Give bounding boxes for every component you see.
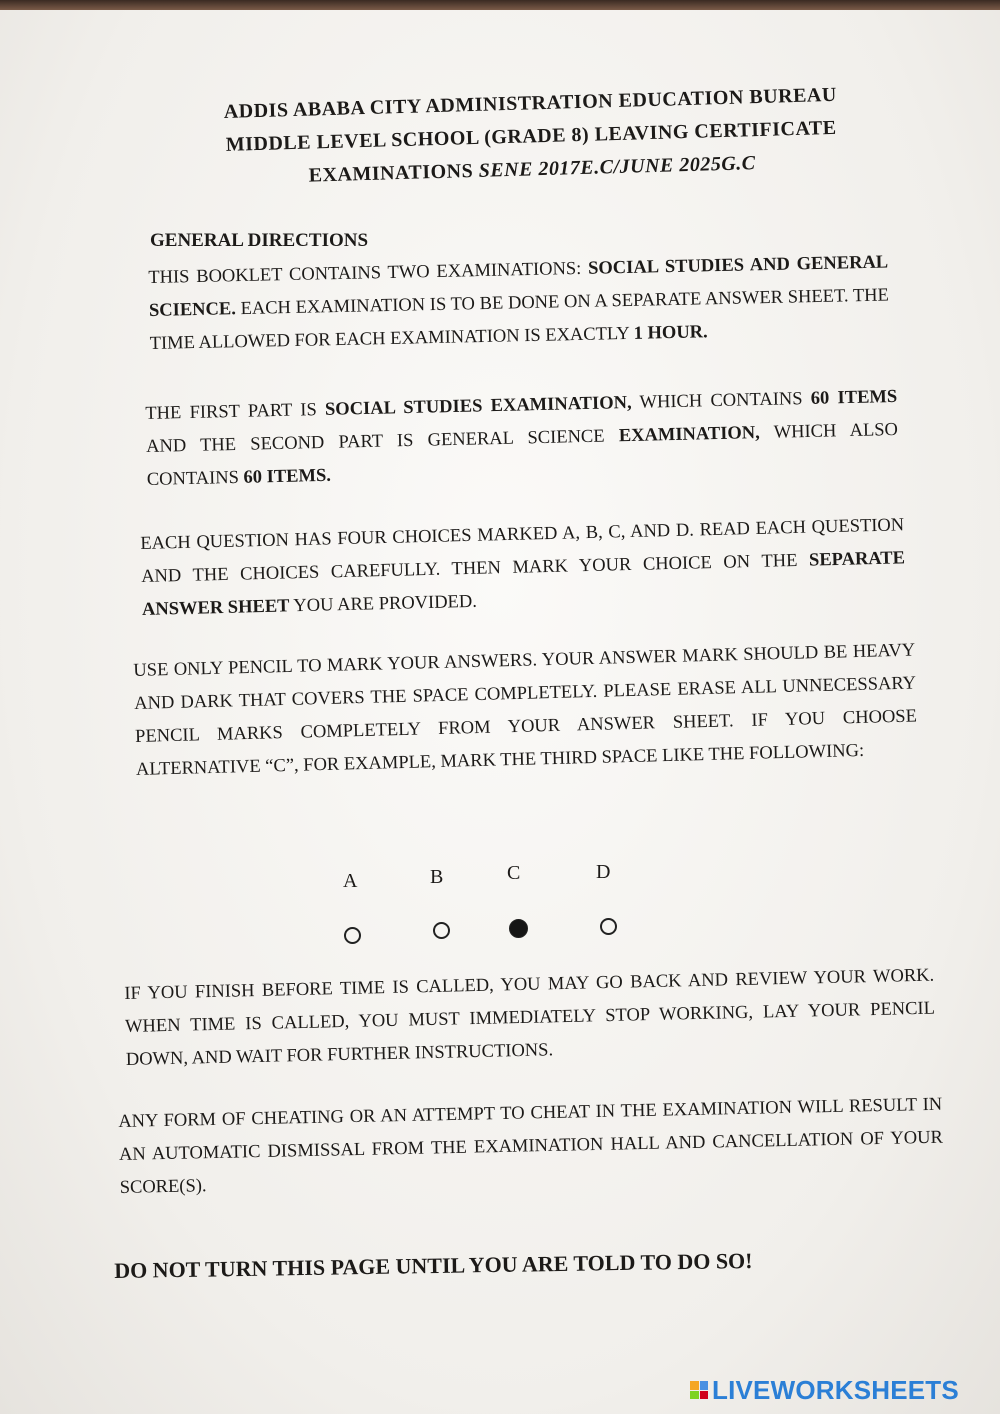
direction-paragraph-4: USE ONLY PENCIL TO MARK YOUR ANSWERS. YOUR ANSWER MARK SHOULD BE HEAVY AND DARK THAT COVERS THE SPACE COMPLETELY. PLEASE ERASE ALL UNNECESSARY PENCIL MARKS COMPLETELY FROM YOUR ANSWER SHEET. IF YOU CHOOSE ALTERNATIVE “C”, FOR EXAMPLE, MARK THE THIRD SPACE LIKE THE FOLLOWING: [133, 640, 918, 780]
general-directions-heading: GENERAL DIRECTIONS [150, 230, 369, 251]
page-top-edge [0, 0, 1000, 10]
liveworksheets-logo-icon [690, 1381, 708, 1399]
choice-label-c: C [507, 862, 521, 884]
bubble-c-filled [509, 919, 528, 938]
title-line-3: EXAMINATIONS SENE 2017E.C/JUNE 2025G.C [308, 152, 756, 187]
direction-paragraph-6: ANY FORM OF CHEATING OR AN ATTEMPT TO CHEAT IN THE EXAMINATION WILL RESULT IN AN AUTOMATIC DISMISSAL FROM THE EXAMINATION HALL AND CANCELLATION OF YOUR SCORE(S). [118, 1094, 944, 1198]
direction-paragraph-3: EACH QUESTION HAS FOUR CHOICES MARKED A, B, C, AND D. READ EACH QUESTION AND THE CHOICES CAREFULLY. THEN MARK YOUR CHOICE ON THE SEPARATE ANSWER SHEET YOU ARE PROVIDED. [140, 515, 906, 620]
direction-paragraph-1: THIS BOOKLET CONTAINS TWO EXAMINATIONS: SOCIAL STUDIES AND GENERAL SCIENCE. EACH EXAMINATION IS TO BE DONE ON A SEPARATE ANSWER SHEET. THE TIME ALLOWED FOR EACH EXAMINATION IS EXACTLY 1 HOUR. [148, 252, 890, 354]
direction-paragraph-2: THE FIRST PART IS SOCIAL STUDIES EXAMINATION, WHICH CONTAINS 60 ITEMS AND THE SECOND PART IS GENERAL SCIENCE EXAMINATION, WHICH ALSO CONTAINS 60 ITEMS. [145, 386, 899, 490]
choice-label-b: B [430, 866, 444, 888]
bubble-d [600, 918, 617, 935]
direction-paragraph-5: IF YOU FINISH BEFORE TIME IS CALLED, YOU MAY GO BACK AND REVIEW YOUR WORK. WHEN TIME IS CALLED, YOU MUST IMMEDIATELY STOP WORKING, LAY YOUR PENCIL DOWN, AND WAIT FOR FURTHER INSTRUCTIONS. [124, 965, 936, 1070]
title-line-2: MIDDLE LEVEL SCHOOL (GRADE 8) LEAVING CERTIFICATE [225, 116, 837, 156]
liveworksheets-logo [690, 1376, 959, 1404]
title-line-1: ADDIS ABABA CITY ADMINISTRATION EDUCATION BUREAU [223, 83, 838, 123]
bubble-b [433, 922, 450, 939]
choice-label-d: D [596, 861, 611, 883]
final-warning: DO NOT TURN THIS PAGE UNTIL YOU ARE TOLD TO DO SO! [114, 1247, 753, 1283]
exam-title [150, 77, 912, 197]
exam-date: SENE 2017E.C/JUNE 2025G.C [478, 152, 756, 182]
liveworksheets-logo-text: LIVEWORKSHEETS [712, 1374, 959, 1405]
bubble-a [344, 927, 361, 944]
choice-label-a: A [343, 870, 358, 892]
